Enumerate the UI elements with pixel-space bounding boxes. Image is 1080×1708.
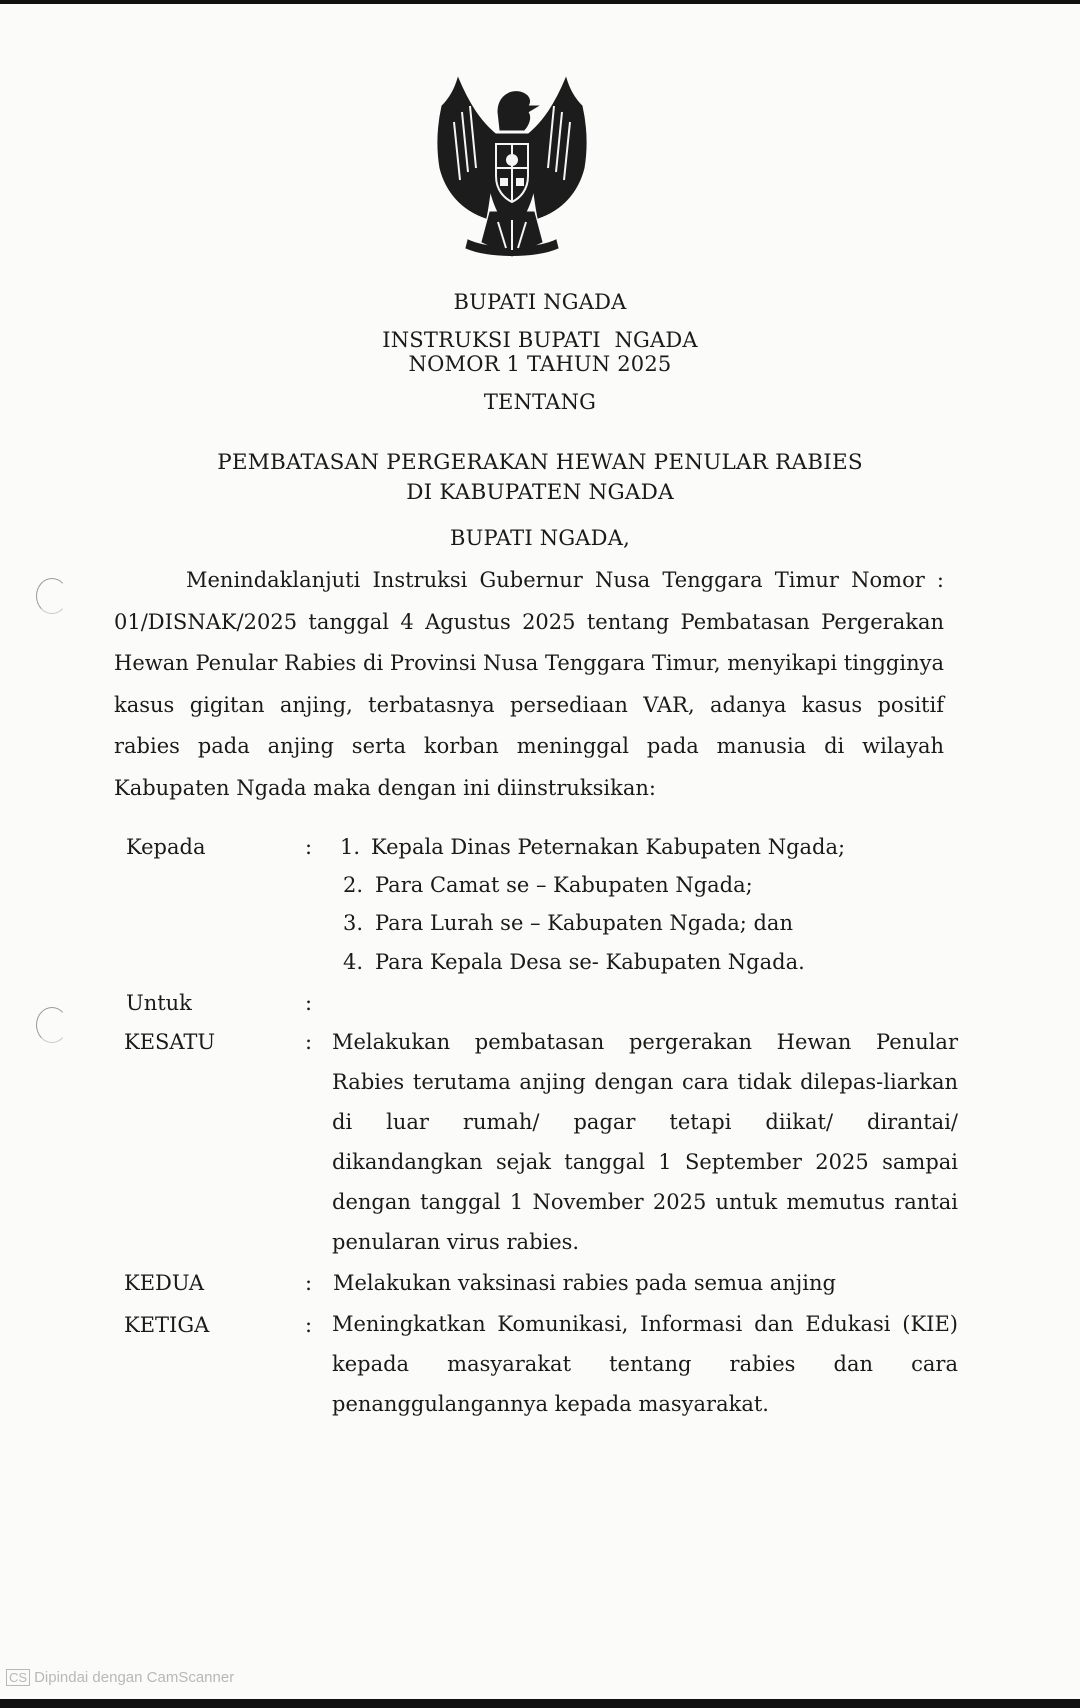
instruction-colon: :: [305, 1313, 313, 1337]
subject-line-2: DI KABUPATEN NGADA: [406, 480, 674, 505]
doc-type-block: [0, 328, 1080, 376]
instruction-line: penularan virus rabies.: [332, 1230, 580, 1254]
preamble-line: Kabupaten Ngada maka dengan ini diinstruksikan:: [114, 775, 656, 800]
untuk-colon: :: [305, 991, 313, 1015]
preamble-line: kasus gigitan anjing, terbatasnya persediaan VAR, adanya kasus positif: [114, 692, 944, 717]
issuer-title: BUPATI NGADA,: [450, 526, 630, 550]
instruction-colon: :: [305, 1030, 313, 1054]
instruction-line: Melakukan vaksinasi rabies pada semua anjing: [333, 1271, 836, 1295]
instruction-label: KETIGA: [124, 1313, 210, 1337]
instruction-line: Meningkatkan Komunikasi, Informasi dan Edukasi (KIE): [332, 1312, 958, 1336]
preamble-line: 01/DISNAK/2025 tanggal 4 Agustus 2025 tentang Pembatasan Pergerakan: [114, 609, 944, 634]
preamble-line: rabies pada anjing serta korban meninggal pada manusia di wilayah: [114, 734, 944, 758]
scanner-watermark: [6, 1669, 234, 1686]
instruction-colon: :: [305, 1271, 313, 1295]
recipient-number: 3.: [343, 911, 364, 935]
instruction-line: dikandangkan sejak tanggal 1 September 2025 sampai: [332, 1150, 958, 1174]
subject-block: [0, 448, 1080, 508]
recipient-text: Kepala Dinas Peternakan Kabupaten Ngada;: [371, 835, 846, 859]
untuk-label: Untuk: [126, 991, 192, 1015]
punch-hole-mark: [36, 1007, 68, 1043]
recipient-text: Para Lurah se – Kabupaten Ngada; dan: [375, 911, 793, 935]
recipient-number: 1.: [340, 835, 361, 859]
kepada-colon: :: [305, 835, 313, 859]
instruction-line: di luar rumah/ pagar tetapi diikat/ dirantai/: [332, 1110, 958, 1134]
camscanner-text: Dipindai dengan CamScanner: [34, 1669, 235, 1686]
garuda-pancasila-emblem-icon: [428, 72, 596, 264]
instruction-line: Melakukan pembatasan pergerakan Hewan Penular: [332, 1030, 958, 1054]
punch-hole-mark: [36, 578, 68, 614]
instruction-text: [332, 1022, 958, 1262]
preamble-line: Hewan Penular Rabies di Provinsi Nusa Tenggara Timur, menyikapi tingginya: [114, 651, 944, 675]
doc-type: INSTRUKSI BUPATI NGADA: [382, 328, 698, 352]
subject-line-1: PEMBATASAN PERGERAKAN HEWAN PENULAR RABIES: [217, 450, 863, 475]
instruction-line: dengan tanggal 1 November 2025 untuk memutus rantai: [332, 1190, 958, 1214]
recipient-number: 4.: [343, 950, 364, 974]
instruction-label: KESATU: [124, 1030, 216, 1054]
instruction-line: penanggulangannya kepada masyarakat.: [332, 1392, 769, 1416]
doc-number: NOMOR 1 TAHUN 2025: [408, 352, 672, 376]
office-title: BUPATI NGADA: [453, 290, 627, 314]
instruction-line: Rabies terutama anjing dengan cara tidak dilepas-liarkan: [332, 1070, 958, 1094]
instruction-text: [332, 1304, 958, 1424]
preamble-line: Menindaklanjuti Instruksi Gubernur Nusa Tenggara Timur Nomor :: [186, 568, 944, 592]
tentang-label: TENTANG: [483, 390, 597, 414]
preamble-paragraph: [114, 560, 944, 809]
recipient-number: 2.: [343, 873, 364, 897]
instruction-label: KEDUA: [124, 1271, 205, 1295]
kepada-label: Kepada: [126, 835, 206, 859]
camscanner-badge: CS: [6, 1669, 30, 1686]
instruction-line: kepada masyarakat tentang rabies dan cara: [332, 1352, 958, 1376]
scan-bottom-edge: [0, 1699, 1080, 1708]
recipient-text: Para Kepala Desa se- Kabupaten Ngada.: [375, 950, 805, 974]
recipient-text: Para Camat se – Kabupaten Ngada;: [375, 873, 753, 897]
